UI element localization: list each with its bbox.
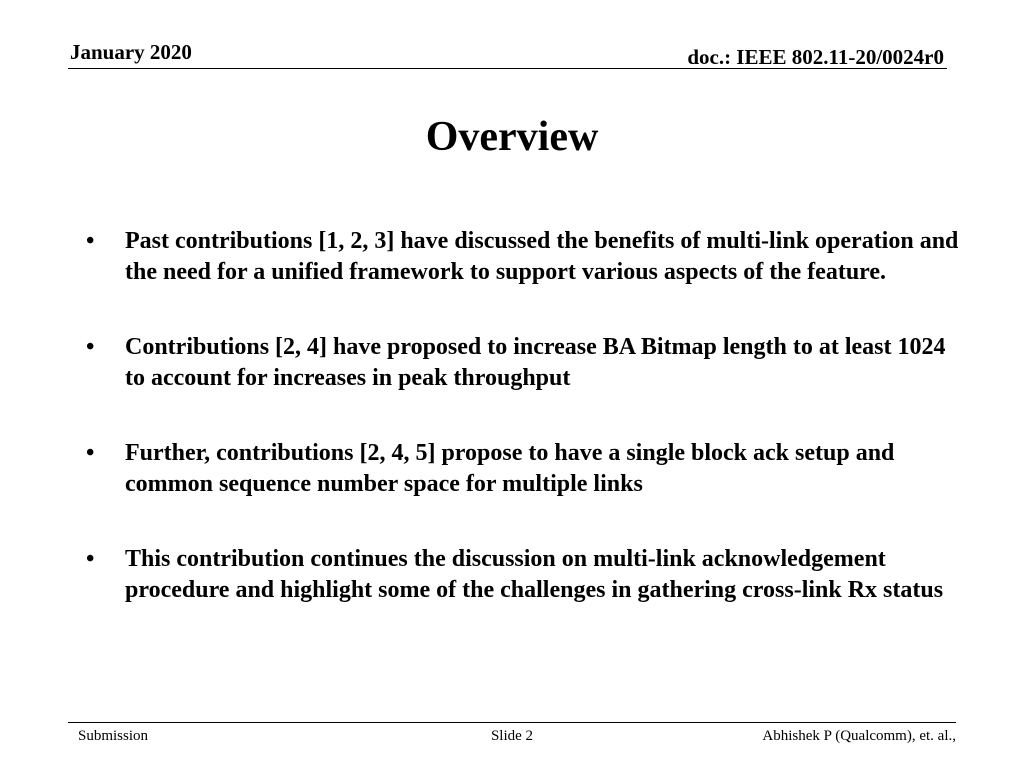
bullet-marker: • [86, 228, 95, 254]
footer-slide-number: Slide 2 [490, 728, 534, 744]
bullet-item [0, 438, 960, 500]
bullet-marker: • [86, 546, 95, 572]
footer-submission: Submission [78, 728, 149, 744]
bullet-item [0, 544, 960, 606]
slide-title: Overview [425, 114, 599, 160]
header-doc-id: doc.: IEEE 802.11-20/0024r0 [687, 45, 944, 69]
bullet-text: Past contributions [1, 2, 3] have discussed the benefits of multi-link operation and the need for a unified framework to support various aspects of the feature. [125, 228, 959, 285]
footer-author: Abhishek P (Qualcomm), et. al., [762, 728, 956, 744]
bullet-list [0, 226, 1024, 650]
footer-divider [68, 722, 956, 723]
bullet-text: Contributions [2, 4] have proposed to increase BA Bitmap length to at least 1024 to account for increases in peak throughput [125, 334, 946, 391]
header-divider [68, 68, 947, 69]
header-date: January 2020 [70, 40, 192, 64]
bullet-item [0, 332, 960, 394]
bullet-item [0, 226, 960, 288]
bullet-text: This contribution continues the discussion on multi-link acknowledgement procedure and highlight some of the challenges in gathering cross-link Rx status [125, 546, 944, 603]
bullet-marker: • [86, 334, 95, 360]
bullet-text: Further, contributions [2, 4, 5] propose to have a single block ack setup and common sequence number space for multiple links [125, 440, 895, 497]
bullet-marker: • [86, 440, 95, 466]
